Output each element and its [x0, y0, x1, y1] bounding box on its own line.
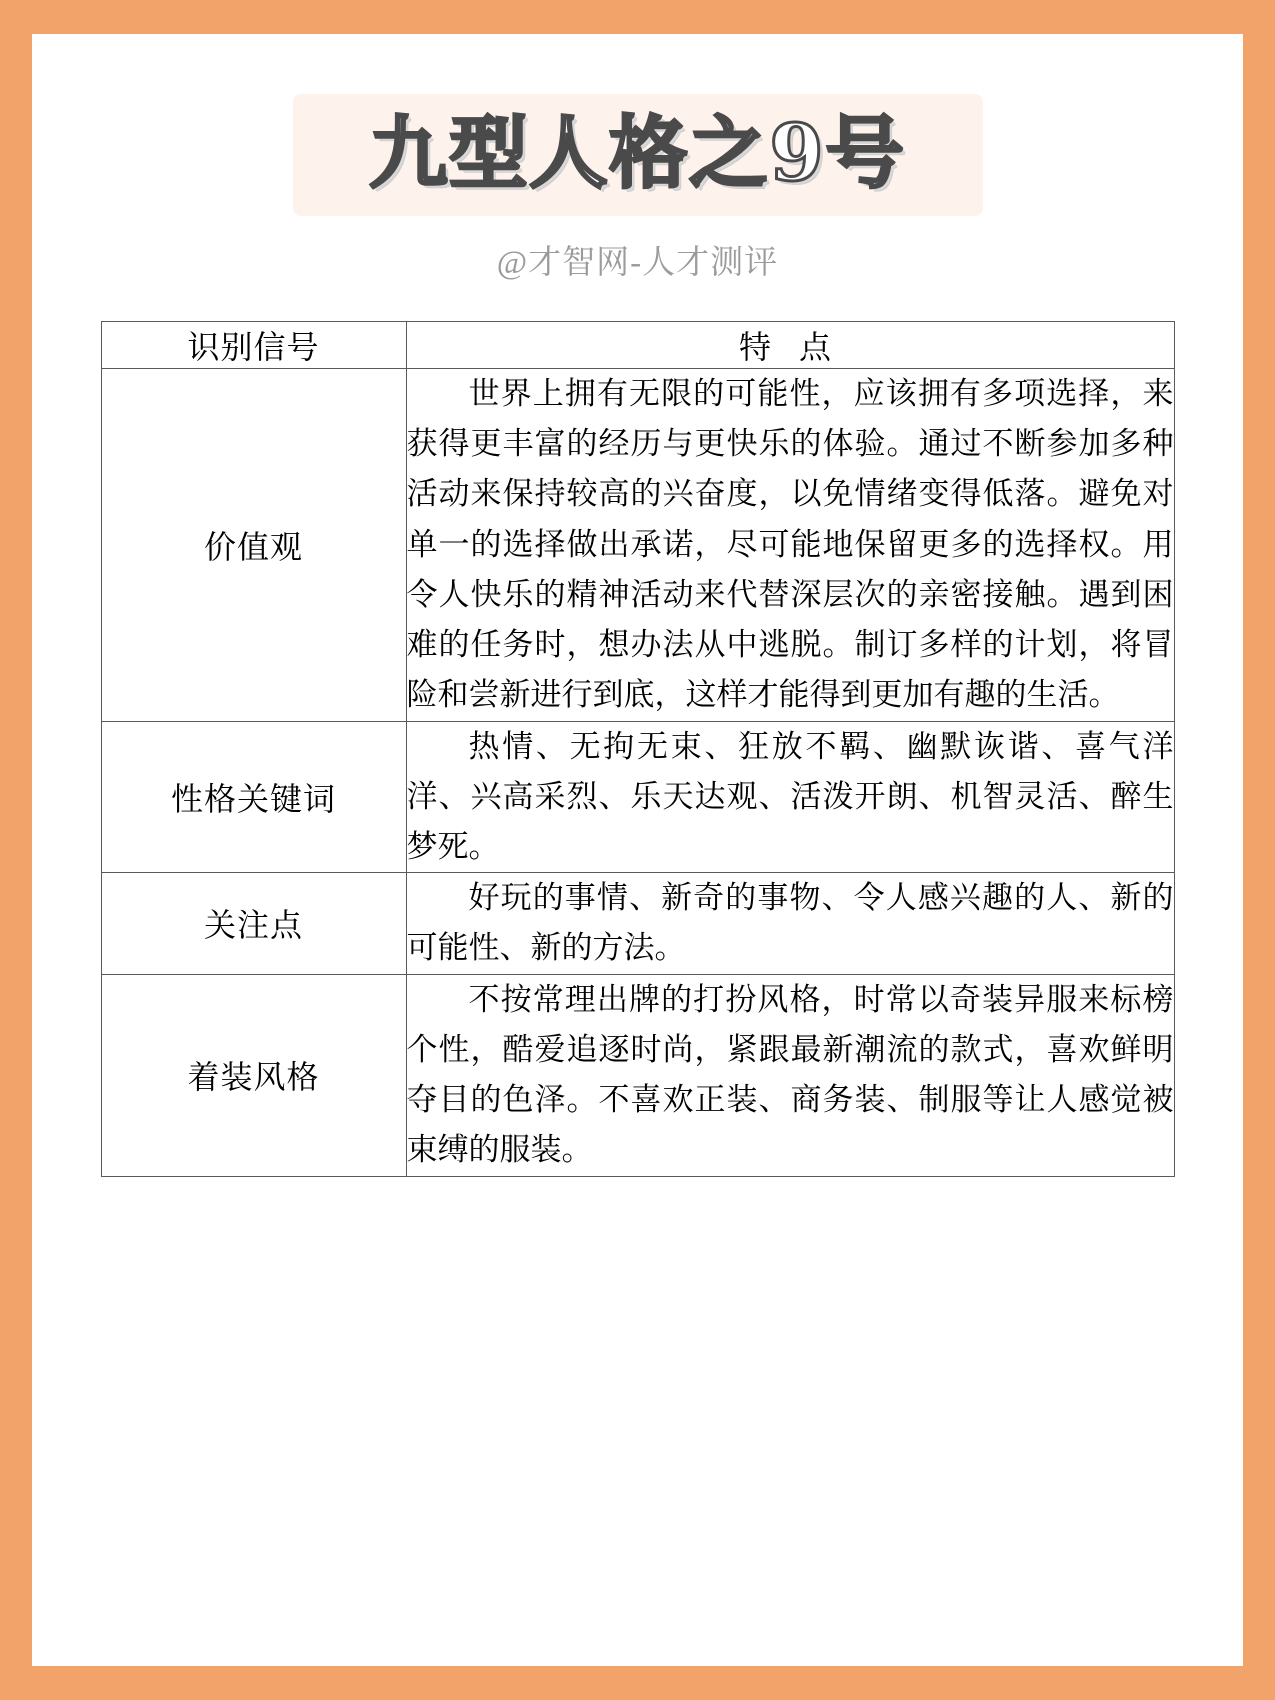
poster-inner	[32, 34, 1243, 1666]
table-row	[101, 369, 1174, 722]
table-row	[101, 721, 1174, 873]
row-content-values	[406, 369, 1174, 722]
row-content-keywords	[406, 721, 1174, 873]
row-content-focus	[406, 873, 1174, 974]
table-header-row	[101, 322, 1174, 369]
row-content-focus-text: 好玩的事情、新奇的事物、令人感兴趣的人、新的可能性、新的方法。	[406, 880, 1174, 966]
row-content-dress-text: 不按常理出牌的打扮风格，时常以奇装异服来标榜个性，酷爱追逐时尚，紧跟最新潮流的款式，喜欢鲜明夺目的色泽。不喜欢正装、商务装、制服等让人感觉被束缚的服装。	[406, 981, 1174, 1168]
page-title: 九型人格之9号	[369, 108, 906, 199]
row-content-keywords-text: 热情、无拘无束、狂放不羁、幽默诙谐、喜气洋洋、兴高采烈、乐天达观、活泼开朗、机智灵活、醉生梦死。	[406, 728, 1174, 864]
page-subtitle: @才智网-人才测评	[496, 245, 779, 281]
table-row	[101, 873, 1174, 974]
title-area	[58, 94, 1217, 214]
row-label-focus: 关注点	[101, 873, 406, 974]
column-header-feature: 特 点	[406, 322, 1174, 369]
row-content-values-text: 世界上拥有无限的可能性，应该拥有多项选择，来获得更丰富的经历与更快乐的体验。通过不断参加多种活动来保持较高的兴奋度，以免情绪变得低落。避免对单一的选择做出承诺，尽可能地保留更多的选择权。用令人快乐的精神活动来代替深层次的亲密接触。遇到困难的任务时，想办法从中逃脱。制订多样的计划，将冒险和尝新进行到底，这样才能得到更加有趣的生活。	[406, 376, 1174, 713]
table-row	[101, 974, 1174, 1176]
row-label-dress: 着装风格	[101, 974, 406, 1176]
row-content-dress	[406, 974, 1174, 1176]
row-label-keywords: 性格关键词	[101, 721, 406, 873]
column-header-signal: 识别信号	[101, 322, 406, 369]
traits-table	[101, 321, 1175, 1177]
row-label-values: 价值观	[101, 369, 406, 722]
